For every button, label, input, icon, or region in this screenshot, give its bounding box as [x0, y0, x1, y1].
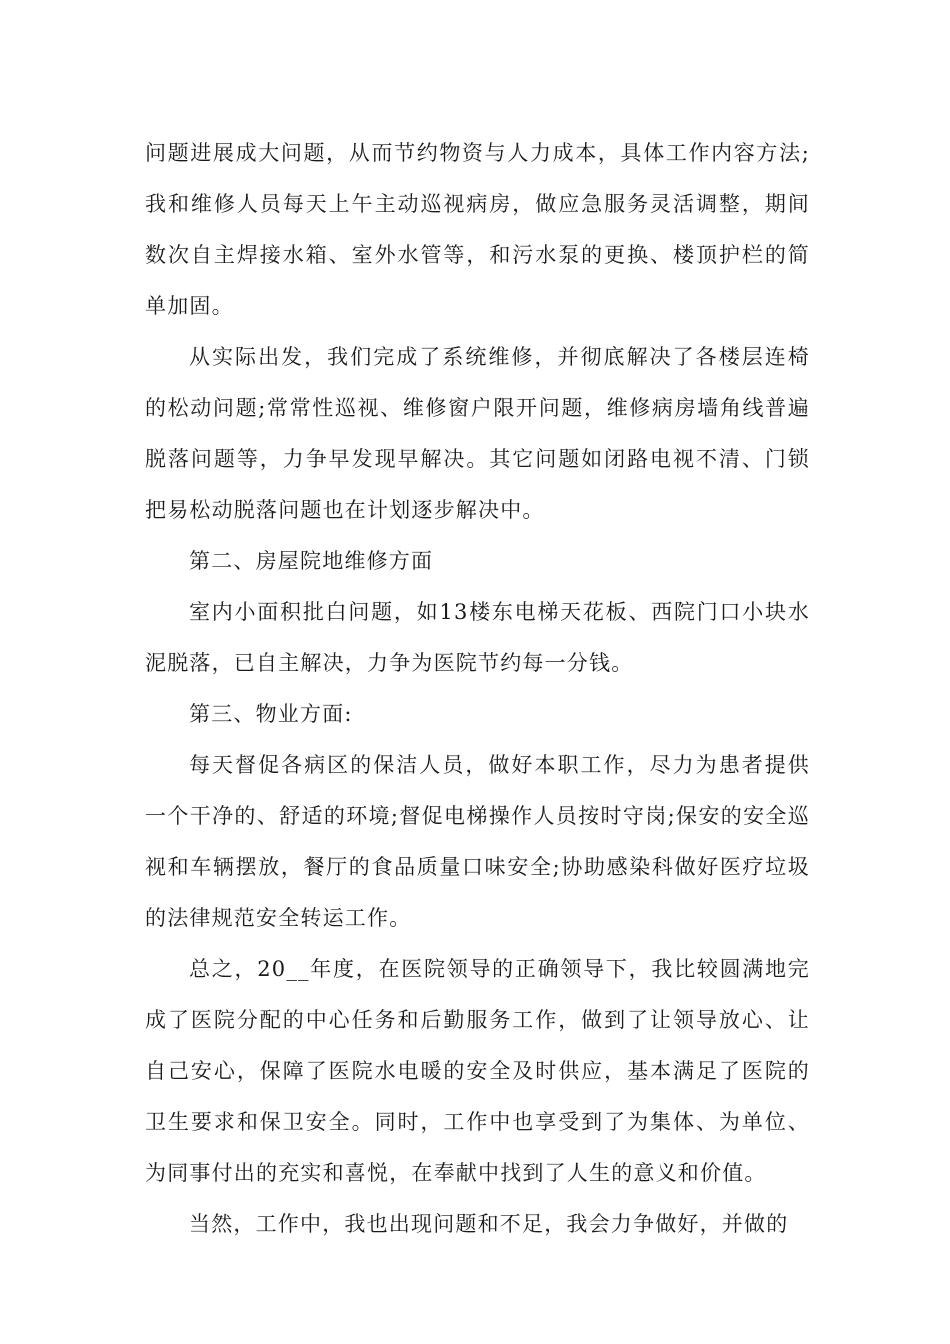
paragraph-4: 室内小面积批白问题，如13楼东电梯天花板、西院门口小块水泥脱落，已自主解决，力争为医院节约每一分钱。 — [145, 600, 810, 675]
paragraph-8: 当然，工作中，我也出现问题和不足，我会力争做好，并做的 — [189, 1212, 789, 1236]
section-heading-property: 第三、物业方面: — [189, 702, 353, 726]
section-heading-housing-repair: 第二、房屋院地维修方面 — [189, 549, 434, 573]
paragraph-7: 总之，20__年度，在医院领导的正确领导下，我比较圆满地完成了医院分配的中心任务和后勤服务工作，做到了让领导放心、让自己安心，保障了医院水电暖的安全及时供应，基本满足了医院的卫生要求和保卫安全。同时，工作中也享受到了为集体、为单位、为同事付出的充实和喜悦，在奉献中找到了人生的意义和价值。 — [145, 957, 810, 1185]
paragraph-6: 每天督促各病区的保洁人员，做好本职工作，尽力为患者提供一个干净的、舒适的环境;督促电梯操作人员按时守岗;保安的安全巡视和车辆摆放，餐厅的食品质量口味安全;协助感染科做好医疗垃圾的法律规范安全转运工作。 — [145, 753, 810, 930]
document-body — [145, 128, 810, 1250]
paragraph-1: 问题进展成大问题，从而节约物资与人力成本，具体工作内容方法;我和维修人员每天上午主动巡视病房，做应急服务灵活调整，期间数次自主焊接水箱、室外水管等，和污水泵的更换、楼顶护栏的简单加固。 — [145, 141, 810, 318]
paragraph-2: 从实际出发，我们完成了系统维修，并彻底解决了各楼层连椅的松动问题;常常性巡视、维修窗户限开问题，维修病房墙角线普遍脱落问题等，力争早发现早解决。其它问题如闭路电视不清、门锁把易松动脱落问题也在计划逐步解决中。 — [145, 345, 810, 522]
